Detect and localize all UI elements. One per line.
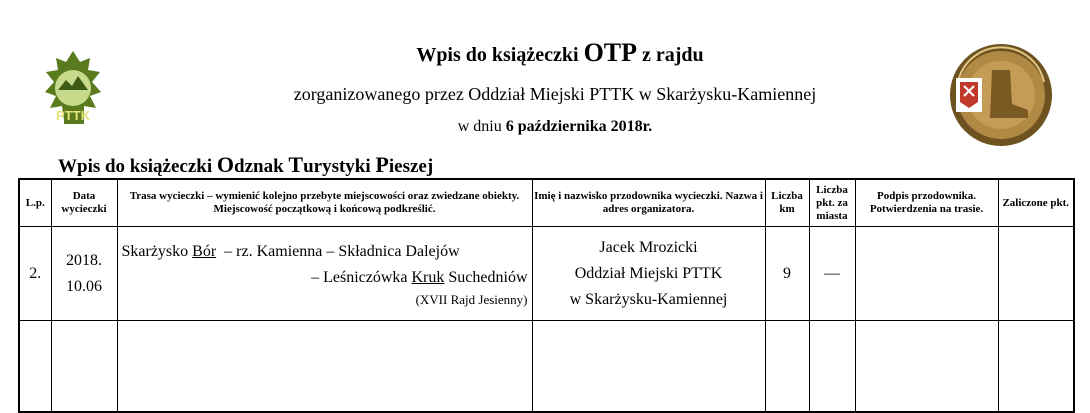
cell-credited bbox=[998, 227, 1074, 321]
cell-signature bbox=[855, 227, 998, 321]
route-start: Bór bbox=[192, 242, 217, 260]
header-date: Data wycieczki bbox=[51, 179, 117, 227]
svg-text:PTTK: PTTK bbox=[56, 108, 90, 123]
table-row-empty bbox=[19, 321, 1074, 413]
table-header-row bbox=[19, 179, 1074, 227]
table-row bbox=[19, 227, 1074, 321]
cell-lp: 2. bbox=[19, 227, 51, 321]
cell-date: 2018. 10.06 bbox=[51, 227, 117, 321]
trip-log-table bbox=[18, 178, 1075, 413]
header-points: Liczba pkt. za miasta bbox=[809, 179, 855, 227]
header-route: Trasa wycieczki – wymienić kolejno przebyte miejscowości oraz zwiedzane obiekty. Miejscowość początkową i końcową podkreślić. bbox=[117, 179, 532, 227]
cell-km: 9 bbox=[765, 227, 809, 321]
header-km: Liczba km bbox=[765, 179, 809, 227]
cell-points: — bbox=[809, 227, 855, 321]
date-line: w dniu 6 października 2018r. bbox=[457, 118, 653, 135]
cell-leader: Jacek Mrozicki Oddział Miejski PTTK w Skarżysku-Kamiennej bbox=[532, 227, 765, 321]
route-end: Kruk bbox=[411, 268, 445, 286]
cell-route: Skarżysko Bór – rz. Kamienna – Składnica Dalejów – Leśniczówka Kruk Suchedniów (XVII Rajd Jesienny) bbox=[117, 227, 532, 321]
organizer-line: zorganizowanego przez Oddział Miejski PTTK w Skarżysku-Kamiennej bbox=[293, 84, 817, 104]
page-title: Wpis do książeczki OTP z rajdu bbox=[416, 38, 704, 67]
header-lp: L.p. bbox=[19, 179, 51, 227]
header-leader: Imię i nazwisko przodownika wycieczki. Nazwa i adres organizatora. bbox=[532, 179, 765, 227]
header-credited: Zaliczone pkt. bbox=[998, 179, 1074, 227]
route-note: (XVII Rajd Jesienny) bbox=[415, 291, 528, 307]
header-signature: Podpis przodownika. Potwierdzenia na trasie. bbox=[855, 179, 998, 227]
otp-label: OTP bbox=[583, 38, 638, 67]
section-title: Wpis do książeczki Odznak Turystyki Pieszej bbox=[58, 152, 434, 177]
